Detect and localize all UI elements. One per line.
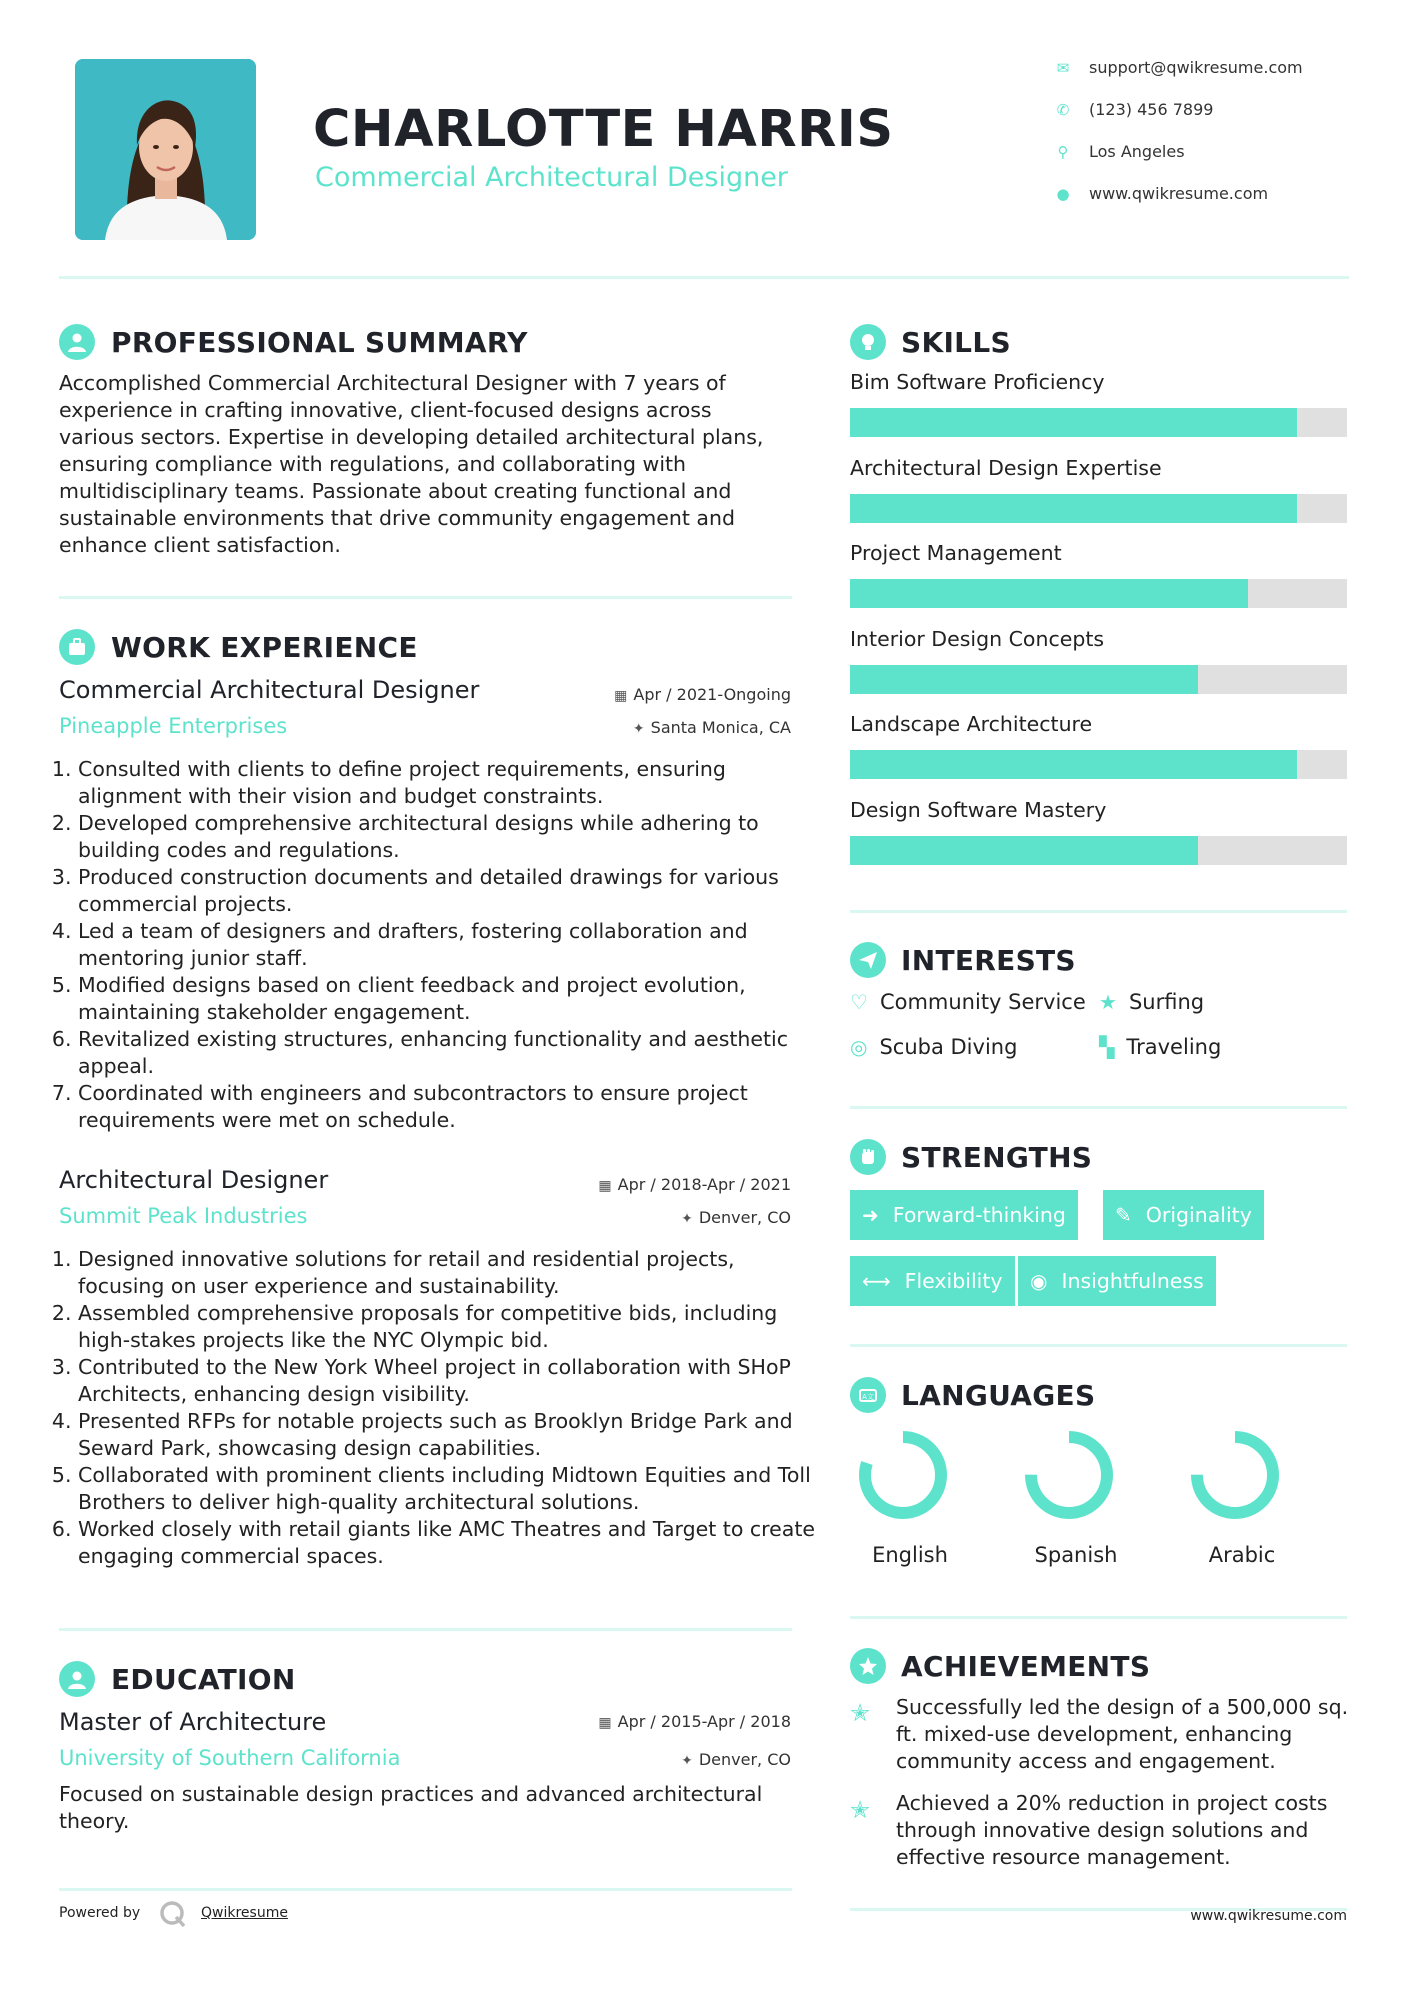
- language-label: English: [872, 1543, 948, 1567]
- achievement-star-icon: ✭: [850, 1796, 871, 1824]
- work-divider: [59, 1628, 792, 1631]
- job-location: ✦ Santa Monica, CA: [632, 718, 791, 737]
- profile-photo: [75, 59, 256, 240]
- heart-icon: ♡: [850, 990, 868, 1014]
- job-company: Pineapple Enterprises: [59, 714, 288, 738]
- user-icon: [59, 324, 95, 360]
- skill-bar-fill: [850, 836, 1198, 865]
- calendar-icon: ▦: [614, 688, 628, 704]
- strength-tag: ◉ Insightfulness: [1018, 1256, 1216, 1306]
- language-label: Spanish: [1034, 1543, 1118, 1567]
- eye-icon: ◉: [1030, 1269, 1048, 1293]
- interest-item: ★ Surfing: [1099, 990, 1205, 1014]
- star-icon: ★: [1099, 990, 1117, 1014]
- skill-label: Project Management: [850, 541, 1062, 565]
- strength-tag: ✎ Originality: [1103, 1190, 1264, 1240]
- education-description: Focused on sustainable design practices and advanced architectural theory.: [59, 1782, 763, 1833]
- lightbulb-icon: [850, 324, 886, 360]
- education-dates: ▦ Apr / 2015-Apr / 2018: [598, 1712, 791, 1731]
- skill-bar-fill: [850, 408, 1297, 437]
- summary-text: Accomplished Commercial Architectural Designer with 7 years of experience in crafting innovative, client-focused designs across various sectors. Expertise in developing detailed architectural plans, ensuring compliance with regulations, and collaborating with multidisciplinary teams. Passionate about creating functional and sustainable environments that drive community engagement and enhance client satisfaction.: [59, 371, 764, 557]
- skill-bar-track: [850, 836, 1347, 865]
- qwikresume-logo-icon: [158, 1899, 188, 1929]
- achievement-star-icon: ✭: [850, 1699, 871, 1727]
- list-item: 6. Revitalized existing structures, enhancing functionality and aesthetic appeal.: [78, 1026, 808, 1080]
- candidate-name: CHARLOTTE HARRIS: [313, 100, 894, 159]
- skill-label: Architectural Design Expertise: [850, 455, 1162, 480]
- pin-icon: ✦: [632, 721, 645, 737]
- list-item: 5. Modified designs based on client feedback and project evolution, maintaining stakeholder engagement.: [78, 972, 808, 1026]
- skill-label: Interior Design Concepts: [850, 626, 1105, 651]
- language-ring: [1019, 1425, 1119, 1525]
- skill-bar-track: [850, 408, 1347, 437]
- list-item: 2. Assembled comprehensive proposals for competitive bids, including high-stakes projects like the NYC Olympic bid.: [78, 1300, 818, 1354]
- briefcase-icon: [59, 629, 95, 665]
- education-location: ✦ Denver, CO: [681, 1750, 791, 1769]
- globe-icon: ●: [1056, 185, 1070, 203]
- job-dates: ▦ Apr / 2021-Ongoing: [614, 685, 791, 704]
- list-item: 1. Designed innovative solutions for retail and residential projects, focusing on user experience and sustainability.: [78, 1246, 818, 1300]
- pin-icon: ✦: [681, 1753, 693, 1769]
- interest-item: ◎ Scuba Diving: [850, 1035, 1018, 1059]
- list-item: 4. Presented RFPs for notable projects such as Brooklyn Bridge Park and Seward Park, showcasing design capabilities.: [78, 1408, 818, 1462]
- phone-icon: ✆: [1056, 101, 1070, 119]
- summary-divider: [59, 596, 792, 599]
- interests-divider: [850, 1106, 1347, 1109]
- skill-bar-track: [850, 579, 1347, 608]
- work-heading: WORK EXPERIENCE: [111, 631, 418, 664]
- footer-website[interactable]: www.qwikresume.com: [1190, 1908, 1347, 1924]
- strengths-divider: [850, 1344, 1347, 1347]
- language-icon: [850, 1377, 886, 1413]
- language-level-arc: [1031, 1437, 1107, 1513]
- achievements-heading: ACHIEVEMENTS: [901, 1650, 1151, 1683]
- envelope-icon: ✉: [1056, 59, 1070, 77]
- list-item: 4. Led a team of designers and drafters, fostering collaboration and mentoring junior staff.: [78, 918, 808, 972]
- list-item: 5. Collaborated with prominent clients including Midtown Equities and Toll Brothers to deliver high-quality architectural solutions.: [78, 1462, 818, 1516]
- skill-bar-track: [850, 750, 1347, 779]
- binoculars-icon: ▚: [1099, 1035, 1115, 1059]
- school-name: University of Southern California: [59, 1746, 401, 1770]
- skill-bar-fill: [850, 750, 1297, 779]
- language-ring: [853, 1425, 953, 1525]
- skills-heading: SKILLS: [901, 326, 1011, 359]
- contact-location: ⚲ Los Angeles: [1055, 142, 1355, 161]
- qwikresume-link[interactable]: Qwikresume: [201, 1905, 288, 1921]
- skills-divider: [850, 910, 1347, 913]
- skill-bar-track: [850, 665, 1347, 694]
- skill-label: Landscape Architecture: [850, 712, 1093, 736]
- contact-phone[interactable]: ✆ (123) 456 7899: [1056, 100, 1214, 119]
- job-bullets: [59, 756, 808, 1134]
- contact-email[interactable]: ✉ support@qwikresume.com: [1056, 58, 1303, 77]
- languages-divider: [850, 1616, 1347, 1619]
- job-dates: ▦ Apr / 2018-Apr / 2021: [598, 1175, 791, 1194]
- life-ring-icon: ◎: [850, 1035, 868, 1059]
- pin-icon: ✦: [681, 1211, 693, 1227]
- calendar-icon: ▦: [598, 1715, 612, 1731]
- strength-tag: ➜ Forward-thinking: [850, 1190, 1078, 1240]
- language-level-arc: [865, 1437, 941, 1513]
- map-pin-icon: ⚲: [1057, 143, 1069, 161]
- skill-label: Design Software Mastery: [850, 797, 1107, 822]
- job-title: Commercial Architectural Designer: [59, 676, 480, 704]
- pencil-icon: ✎: [1115, 1203, 1132, 1227]
- education-heading: EDUCATION: [111, 1663, 296, 1696]
- skill-bar-track: [850, 494, 1347, 523]
- language-label: Arabic: [1208, 1543, 1276, 1567]
- graduation-icon: [59, 1661, 95, 1697]
- degree-title: Master of Architecture: [59, 1708, 327, 1736]
- strengths-heading: STRENGTHS: [901, 1141, 1093, 1174]
- list-item: 3. Contributed to the New York Wheel project in collaboration with SHoP Architects, enhancing design visibility.: [78, 1354, 818, 1408]
- achievement-item: Achieved a 20% reduction in project costs through innovative design solutions and effective resource management.: [896, 1791, 1328, 1869]
- job-title: Architectural Designer: [59, 1166, 329, 1194]
- list-item: 2. Developed comprehensive architectural designs while adhering to building codes and regulations.: [78, 810, 808, 864]
- powered-by-label: Powered by: [59, 1905, 141, 1921]
- skill-label: Bim Software Proficiency: [850, 370, 1105, 394]
- list-item: 3. Produced construction documents and detailed drawings for various commercial projects.: [78, 864, 808, 918]
- skill-bar-fill: [850, 579, 1248, 608]
- arrow-right-icon: ➜: [862, 1203, 879, 1227]
- fist-icon: [850, 1139, 886, 1175]
- calendar-icon: ▦: [598, 1178, 612, 1194]
- candidate-title: Commercial Architectural Designer: [315, 162, 788, 193]
- language-level-arc: [1197, 1437, 1273, 1513]
- list-item: 6. Worked closely with retail giants like AMC Theatres and Target to create engaging commercial spaces.: [78, 1516, 818, 1570]
- interests-heading: INTERESTS: [901, 944, 1076, 977]
- list-item: 7. Coordinated with engineers and subcontractors to ensure project requirements were met on schedule.: [78, 1080, 808, 1134]
- contact-website[interactable]: ● www.qwikresume.com: [1056, 184, 1269, 203]
- strength-tag: ⟷ Flexibility: [850, 1256, 1015, 1306]
- interest-item: ♡ Community Service: [850, 990, 1086, 1014]
- education-divider: [59, 1888, 792, 1891]
- svg-text:A文: A文: [862, 1393, 874, 1401]
- job-company: Summit Peak Industries: [59, 1204, 308, 1228]
- avatar: [75, 59, 256, 240]
- header-divider: [59, 276, 1349, 279]
- interest-item: ▚ Traveling: [1099, 1035, 1222, 1059]
- skill-bar-fill: [850, 665, 1198, 694]
- job-location: ✦ Denver, CO: [681, 1208, 791, 1227]
- achievement-item: Successfully led the design of a 500,000 sq. ft. mixed-use development, enhancing community access and engagement.: [896, 1695, 1349, 1773]
- arrows-horizontal-icon: ⟷: [862, 1269, 891, 1293]
- job-bullets: [59, 1246, 818, 1570]
- paper-plane-icon: [850, 942, 886, 978]
- trophy-icon: [850, 1648, 886, 1684]
- skill-bar-fill: [850, 494, 1297, 523]
- list-item: 1. Consulted with clients to define project requirements, ensuring alignment with their vision and budget constraints.: [78, 756, 808, 810]
- summary-heading: PROFESSIONAL SUMMARY: [111, 326, 528, 359]
- languages-heading: LANGUAGES: [901, 1379, 1096, 1412]
- language-ring: [1185, 1425, 1285, 1525]
